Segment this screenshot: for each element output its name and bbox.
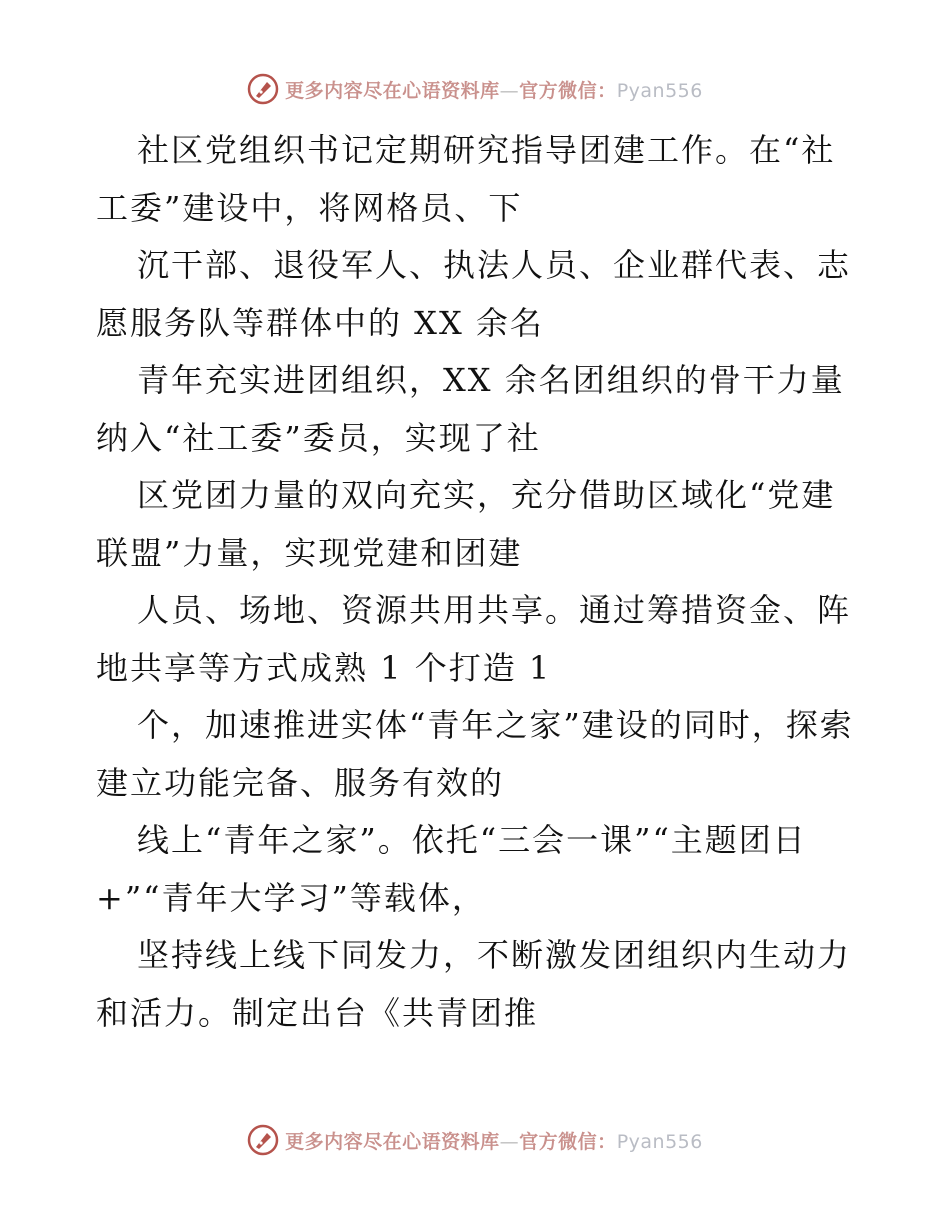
paragraph: 线上“青年之家”。依托“三会一课”“主题团日+”“青年大学习”等载体， [96,821,807,917]
paragraph: 沉干部、退役军人、执法人员、企业群代表、志愿服务队等群体中的 XX 余名 [96,246,852,342]
paragraph: 坚持线上线下同发力，不断激发团组织内生动力和活力。制定出台《共青团推 [96,936,852,1032]
paragraph: 社区党组织书记定期研究指导团建工作。在“社工委”建设中，将网格员、下 [96,131,836,227]
watermark-footer [0,1123,950,1157]
watermark-site: 更多内容尽在心语资料库 [285,1130,500,1153]
watermark-text [285,1127,703,1154]
watermark-text [285,76,703,103]
watermark-label: 官方微信： [519,1130,617,1153]
paragraph: 个，加速推进实体“青年之家”建设的同时，探索建立功能完备、服务有效的 [96,706,854,802]
paragraph: 青年充实进团组织，XX 余名团组织的骨干力量纳入“社工委”委员，实现了社 [96,361,845,457]
watermark-site: 更多内容尽在心语资料库 [285,79,500,102]
pen-nib-circle-icon [247,73,279,105]
watermark-separator: — [499,1130,520,1153]
pen-nib-circle-icon [247,1124,279,1156]
paragraph: 区党团力量的双向充实，充分借助区域化“党建联盟”力量，实现党建和团建 [96,476,836,572]
watermark-label: 官方微信： [519,79,617,102]
paragraph: 人员、场地、资源共用共享。通过筹措资金、阵地共享等方式成熟 1 个打造 1 [96,591,852,687]
watermark-handle: Pyan556 [616,79,703,102]
watermark-handle: Pyan556 [616,1130,703,1153]
body-text [96,122,866,1042]
watermark-header [0,72,950,106]
watermark-separator: — [499,79,520,102]
